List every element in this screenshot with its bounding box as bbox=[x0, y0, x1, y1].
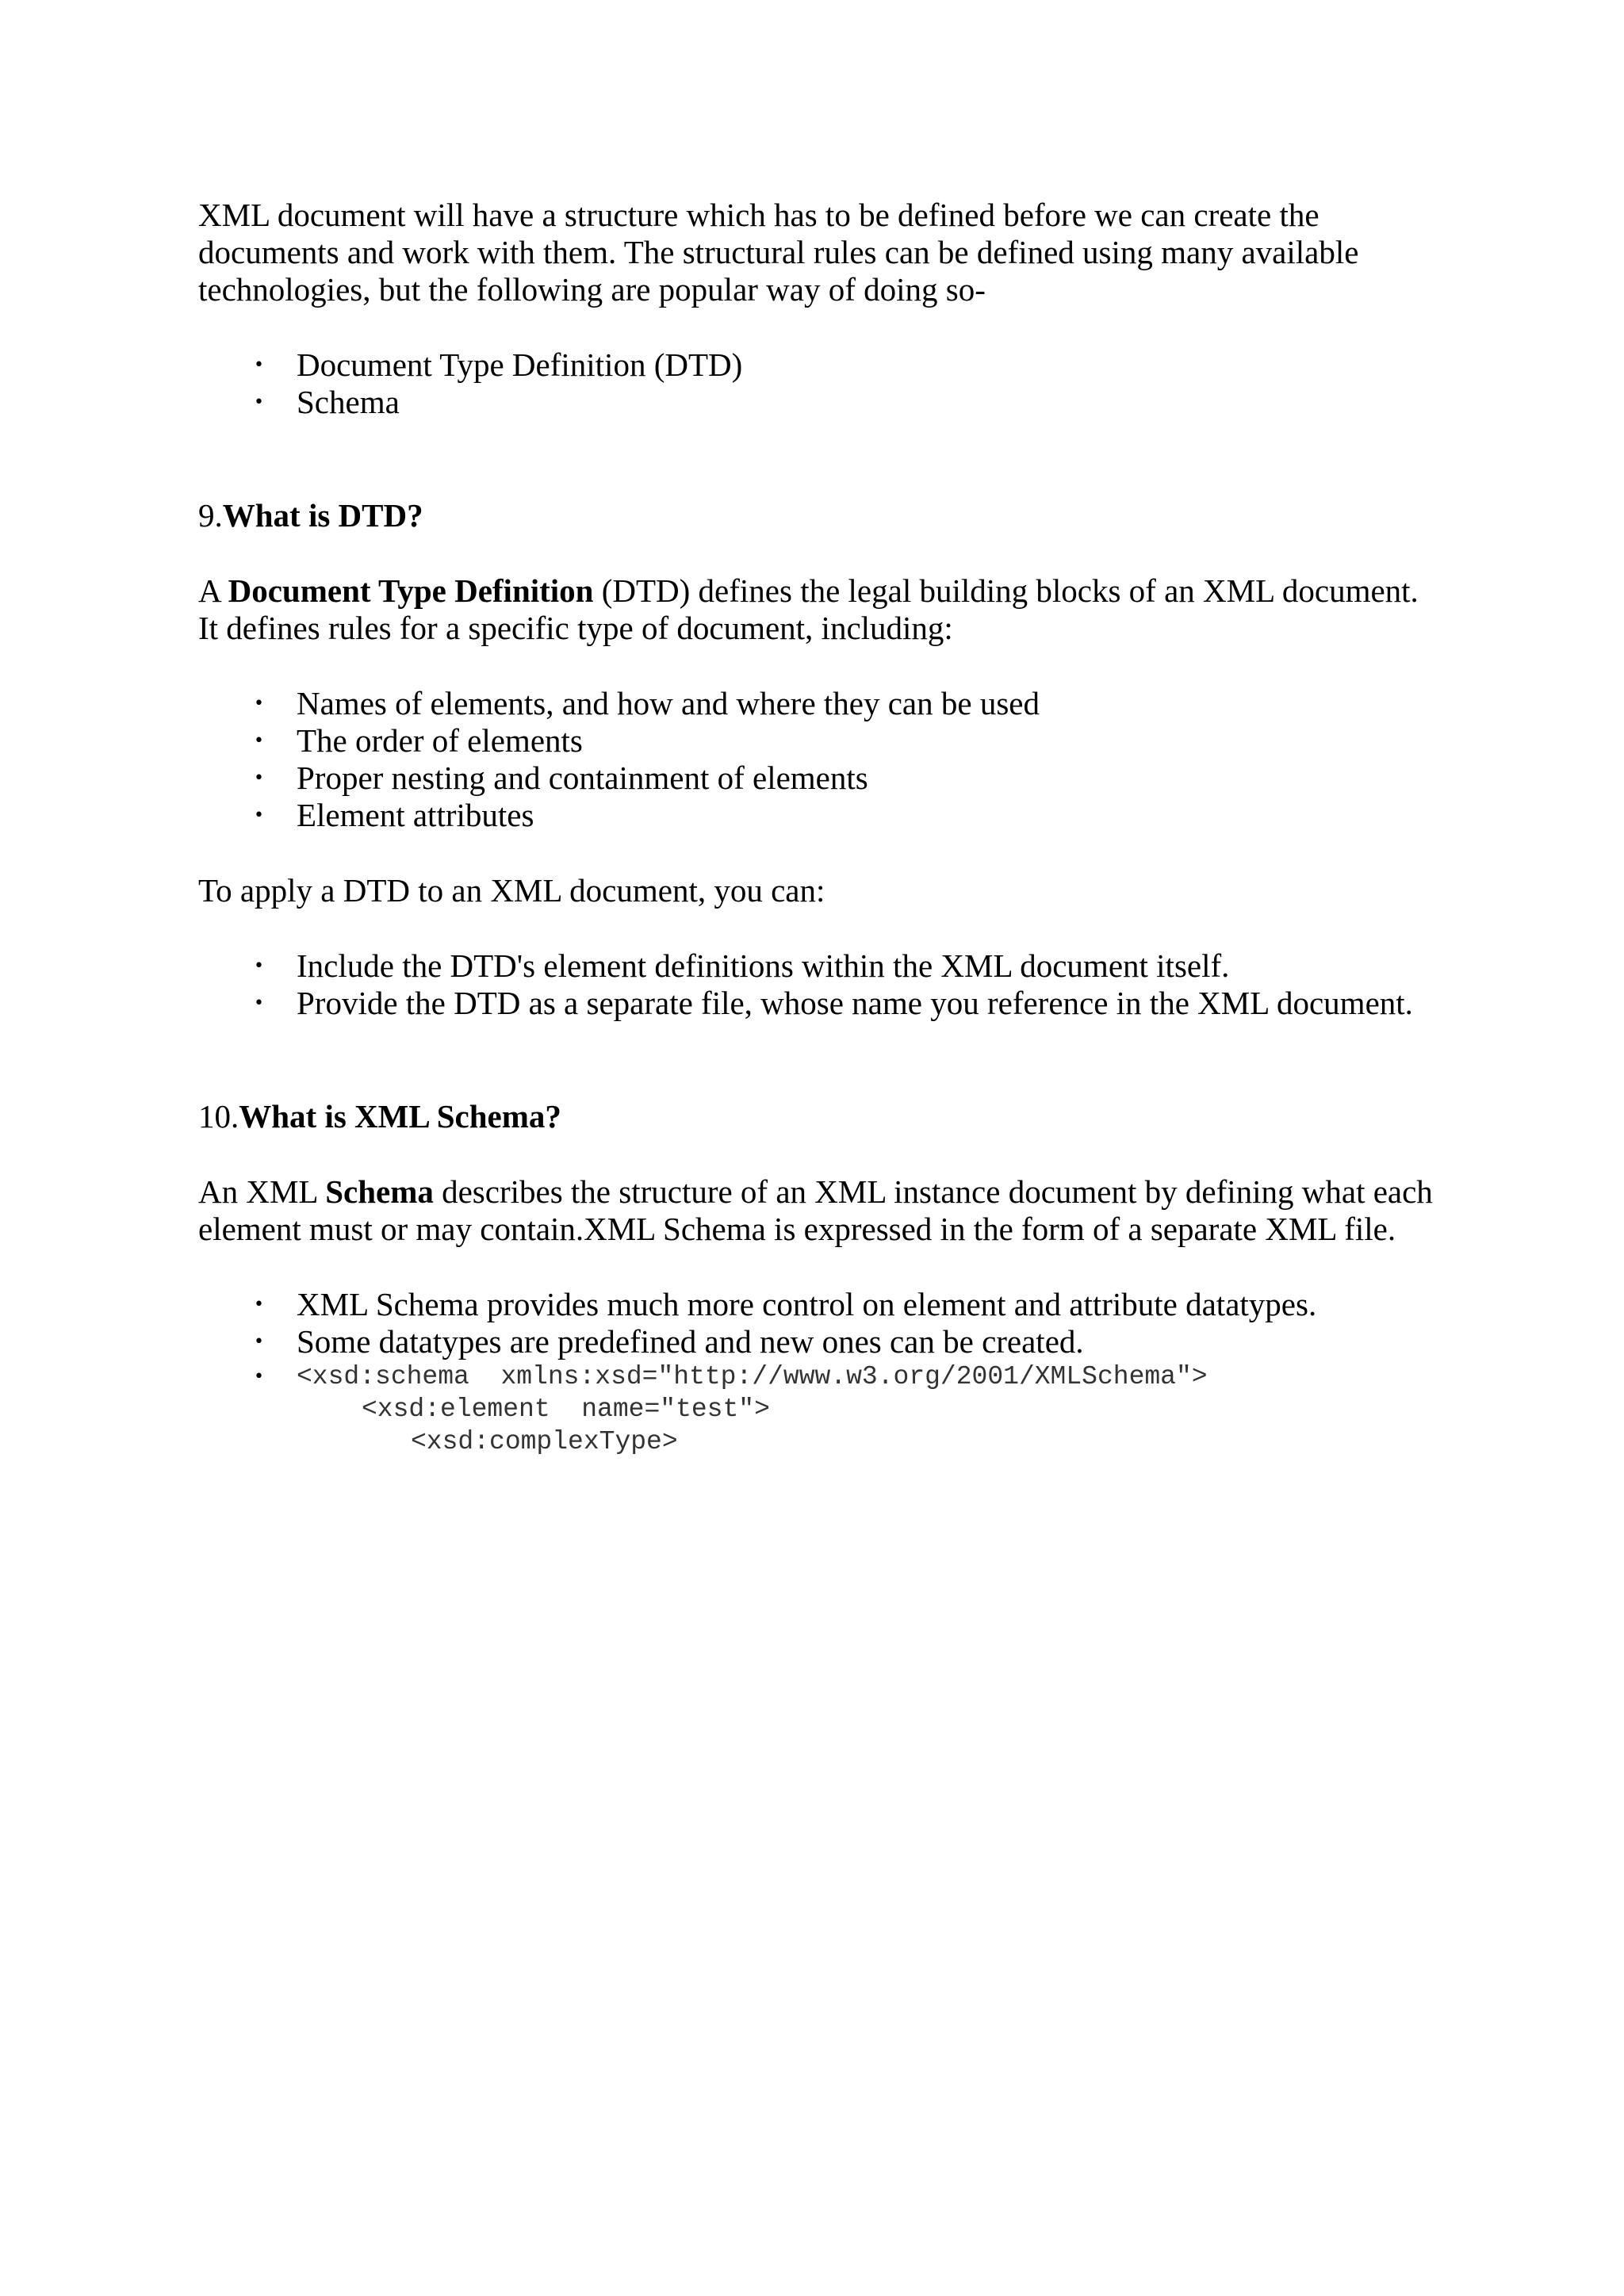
intro-paragraph: XML document will have a structure which has to be defined before we can create the documents and work with them. The structural rules can be defined using many available technologies, but the following are popular way of doing so- bbox=[198, 197, 1359, 308]
list-item: • Some datatypes are predefined and new ones can be created. bbox=[254, 1323, 1084, 1360]
code-line: <xsd:element name="test"> bbox=[362, 1395, 770, 1424]
code-line: <xsd:schema xmlns:xsd="http://www.w3.org/2001/XMLSchema"> bbox=[297, 1362, 1208, 1391]
bullet-icon: • bbox=[254, 1332, 264, 1352]
bullet-icon: • bbox=[254, 806, 264, 825]
bullet-icon: • bbox=[254, 392, 264, 412]
page-content bbox=[198, 197, 1435, 1458]
bullet-icon: • bbox=[254, 956, 264, 976]
code-line: <xsd:complexType> bbox=[411, 1427, 678, 1456]
bullet-icon: • bbox=[254, 993, 264, 1013]
list-item: • Element attributes bbox=[254, 797, 534, 833]
list-item: • Names of elements, and how and where they can be used bbox=[254, 685, 1040, 721]
bullet-icon: • bbox=[254, 731, 264, 751]
dtd-paragraph: A Document Type Definition (DTD) defines the legal building blocks of an XML document. It defines rules for a specific type of document, including: bbox=[198, 572, 1419, 646]
bullet-icon: • bbox=[254, 768, 264, 788]
code-snippet bbox=[198, 1360, 1435, 1458]
section-heading-xml-schema: 10.What is XML Schema? bbox=[198, 1098, 561, 1135]
bullet-icon: • bbox=[254, 694, 264, 714]
bullet-icon: • bbox=[254, 1367, 264, 1387]
section-heading-dtd: 9.What is DTD? bbox=[198, 497, 423, 534]
dtd-bullet-list bbox=[198, 685, 1435, 834]
list-item: • The order of elements bbox=[254, 722, 583, 759]
list-item: • Schema bbox=[254, 384, 400, 420]
list-item: • Proper nesting and containment of elements bbox=[254, 760, 868, 796]
list-item: • Document Type Definition (DTD) bbox=[254, 346, 743, 383]
schema-paragraph: An XML Schema describes the structure of an XML instance document by defining what each element must or may contain.XML Schema is expressed in the form of a separate XML file. bbox=[198, 1173, 1433, 1247]
bullet-icon: • bbox=[254, 1295, 264, 1314]
bullet-icon: • bbox=[254, 355, 264, 375]
dtd-apply-text: To apply a DTD to an XML document, you can: bbox=[198, 872, 825, 909]
intro-bullet-list bbox=[198, 346, 1435, 421]
dtd-apply-bullet-list bbox=[198, 947, 1435, 1022]
schema-bullet-list bbox=[198, 1286, 1435, 1360]
list-item: • XML Schema provides much more control on element and attribute datatypes. bbox=[254, 1286, 1317, 1322]
list-item: • Provide the DTD as a separate file, whose name you reference in the XML document. bbox=[254, 985, 1413, 1021]
list-item: • Include the DTD's element definitions within the XML document itself. bbox=[254, 947, 1230, 984]
